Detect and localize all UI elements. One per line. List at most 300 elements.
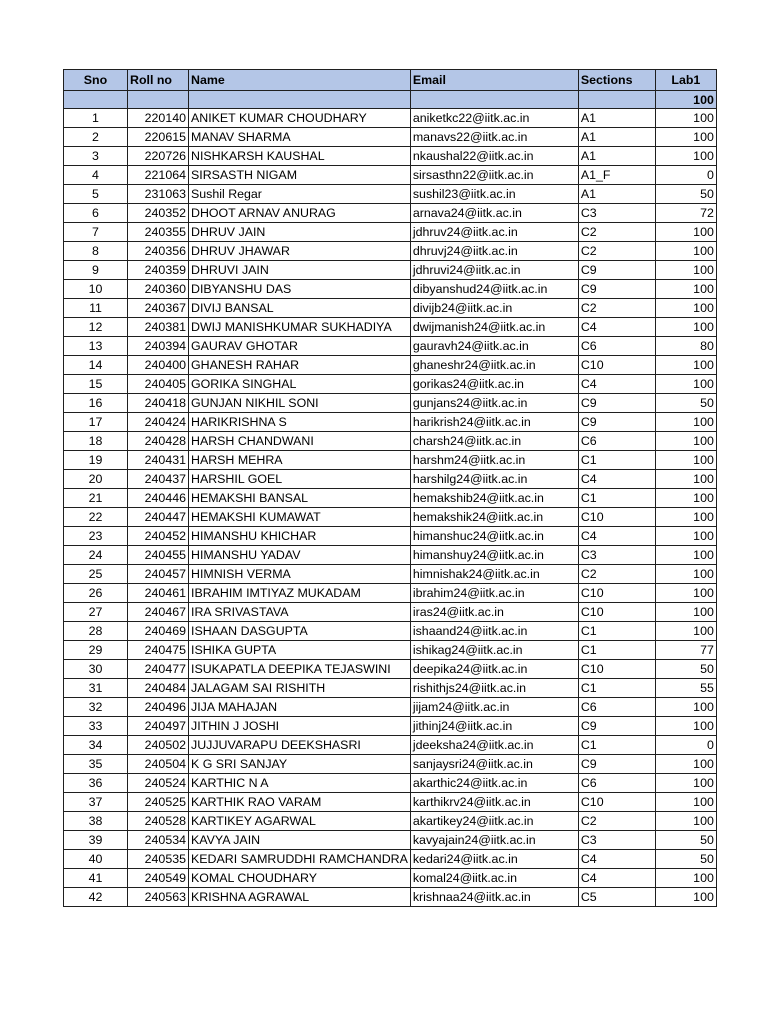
name-cell[interactable]: KARTHIK RAO VARAM xyxy=(189,793,411,812)
email-cell[interactable]: manavs22@iitk.ac.in xyxy=(410,128,578,147)
lab1-cell[interactable]: 100 xyxy=(655,223,716,242)
email-cell[interactable]: jdhruv24@iitk.ac.in xyxy=(410,223,578,242)
name-cell[interactable]: K G SRI SANJAY xyxy=(189,755,411,774)
sno-cell[interactable]: 16 xyxy=(64,394,128,413)
table-row xyxy=(64,128,717,147)
section-cell[interactable]: C2 xyxy=(578,299,655,318)
roll-no-cell[interactable]: 220726 xyxy=(128,147,189,166)
sno-cell[interactable]: 21 xyxy=(64,489,128,508)
section-cell[interactable]: C6 xyxy=(578,774,655,793)
empty-cell[interactable] xyxy=(410,91,578,109)
table-row xyxy=(64,869,717,888)
lab1-cell[interactable]: 100 xyxy=(655,299,716,318)
email-cell[interactable]: iras24@iitk.ac.in xyxy=(410,603,578,622)
email-cell[interactable]: komal24@iitk.ac.in xyxy=(410,869,578,888)
name-cell[interactable]: DHOOT ARNAV ANURAG xyxy=(189,204,411,223)
lab1-cell[interactable]: 100 xyxy=(655,413,716,432)
section-cell[interactable]: C10 xyxy=(578,603,655,622)
lab1-cell[interactable]: 100 xyxy=(655,375,716,394)
empty-cell[interactable] xyxy=(189,91,411,109)
sno-cell[interactable]: 3 xyxy=(64,147,128,166)
table-row xyxy=(64,793,717,812)
email-cell[interactable]: karthikrv24@iitk.ac.in xyxy=(410,793,578,812)
email-cell[interactable]: divijb24@iitk.ac.in xyxy=(410,299,578,318)
roll-no-cell[interactable]: 240447 xyxy=(128,508,189,527)
name-cell[interactable]: NISHKARSH KAUSHAL xyxy=(189,147,411,166)
section-cell[interactable]: C3 xyxy=(578,831,655,850)
table-row xyxy=(64,375,717,394)
lab1-cell[interactable]: 50 xyxy=(655,394,716,413)
name-cell[interactable]: JALAGAM SAI RISHITH xyxy=(189,679,411,698)
table-row xyxy=(64,641,717,660)
name-cell[interactable]: HARIKRISHNA S xyxy=(189,413,411,432)
sno-cell[interactable]: 42 xyxy=(64,888,128,907)
table-row xyxy=(64,280,717,299)
header-sno[interactable]: Sno xyxy=(64,70,128,91)
roll-no-cell[interactable]: 240528 xyxy=(128,812,189,831)
roll-no-cell[interactable]: 240496 xyxy=(128,698,189,717)
section-cell[interactable]: C10 xyxy=(578,584,655,603)
lab1-cell[interactable]: 100 xyxy=(655,128,716,147)
section-cell[interactable]: C9 xyxy=(578,394,655,413)
name-cell[interactable]: DHRUVI JAIN xyxy=(189,261,411,280)
roll-no-cell[interactable]: 240359 xyxy=(128,261,189,280)
email-cell[interactable]: kavyajain24@iitk.ac.in xyxy=(410,831,578,850)
email-cell[interactable]: ibrahim24@iitk.ac.in xyxy=(410,584,578,603)
roll-no-cell[interactable]: 240360 xyxy=(128,280,189,299)
email-cell[interactable]: gauravh24@iitk.ac.in xyxy=(410,337,578,356)
name-cell[interactable]: DHRUV JHAWAR xyxy=(189,242,411,261)
lab1-cell[interactable]: 50 xyxy=(655,831,716,850)
sno-cell[interactable]: 8 xyxy=(64,242,128,261)
lab1-cell[interactable]: 100 xyxy=(655,888,716,907)
header-roll-no[interactable]: Roll no xyxy=(128,70,189,91)
name-cell[interactable]: HARSH MEHRA xyxy=(189,451,411,470)
roll-no-cell[interactable]: 221064 xyxy=(128,166,189,185)
email-cell[interactable]: ishaand24@iitk.ac.in xyxy=(410,622,578,641)
header-sections[interactable]: Sections xyxy=(578,70,655,91)
roll-no-cell[interactable]: 240504 xyxy=(128,755,189,774)
section-cell[interactable]: C2 xyxy=(578,565,655,584)
sno-cell[interactable]: 32 xyxy=(64,698,128,717)
name-cell[interactable]: KEDARI SAMRUDDHI RAMCHANDRA xyxy=(189,850,411,869)
empty-cell[interactable] xyxy=(578,91,655,109)
sno-cell[interactable]: 15 xyxy=(64,375,128,394)
sno-cell[interactable]: 41 xyxy=(64,869,128,888)
lab1-cell[interactable]: 100 xyxy=(655,242,716,261)
email-cell[interactable]: nkaushal22@iitk.ac.in xyxy=(410,147,578,166)
name-cell[interactable]: JIJA MAHAJAN xyxy=(189,698,411,717)
section-cell[interactable]: C10 xyxy=(578,660,655,679)
roll-no-cell[interactable]: 220140 xyxy=(128,109,189,128)
roll-no-cell[interactable]: 240475 xyxy=(128,641,189,660)
table-row xyxy=(64,223,717,242)
name-cell[interactable]: HEMAKSHI KUMAWAT xyxy=(189,508,411,527)
roll-no-cell[interactable]: 240381 xyxy=(128,318,189,337)
section-cell[interactable]: A1_F xyxy=(578,166,655,185)
section-cell[interactable]: C4 xyxy=(578,850,655,869)
roll-no-cell[interactable]: 240367 xyxy=(128,299,189,318)
roll-no-cell[interactable]: 240446 xyxy=(128,489,189,508)
table-row xyxy=(64,850,717,869)
section-cell[interactable]: C4 xyxy=(578,527,655,546)
lab1-cell[interactable]: 100 xyxy=(655,717,716,736)
roll-no-cell[interactable]: 240525 xyxy=(128,793,189,812)
name-cell[interactable]: GHANESH RAHAR xyxy=(189,356,411,375)
name-cell[interactable]: GORIKA SINGHAL xyxy=(189,375,411,394)
roll-no-cell[interactable]: 240549 xyxy=(128,869,189,888)
section-cell[interactable]: C4 xyxy=(578,375,655,394)
table-row xyxy=(64,394,717,413)
sno-cell[interactable]: 14 xyxy=(64,356,128,375)
sno-cell[interactable]: 17 xyxy=(64,413,128,432)
lab1-cell[interactable]: 72 xyxy=(655,204,716,223)
section-cell[interactable]: C6 xyxy=(578,337,655,356)
sno-cell[interactable]: 33 xyxy=(64,717,128,736)
sno-cell[interactable]: 12 xyxy=(64,318,128,337)
name-cell[interactable]: GUNJAN NIKHIL SONI xyxy=(189,394,411,413)
table-row xyxy=(64,337,717,356)
section-cell[interactable]: C5 xyxy=(578,888,655,907)
table-row xyxy=(64,147,717,166)
email-cell[interactable]: akartikey24@iitk.ac.in xyxy=(410,812,578,831)
roll-no-cell[interactable]: 240524 xyxy=(128,774,189,793)
sno-cell[interactable]: 36 xyxy=(64,774,128,793)
section-cell[interactable]: C1 xyxy=(578,736,655,755)
roll-no-cell[interactable]: 240535 xyxy=(128,850,189,869)
name-cell[interactable]: IBRAHIM IMTIYAZ MUKADAM xyxy=(189,584,411,603)
header-lab1[interactable]: Lab1 xyxy=(655,70,716,91)
email-cell[interactable]: ghaneshr24@iitk.ac.in xyxy=(410,356,578,375)
section-cell[interactable]: C4 xyxy=(578,470,655,489)
section-cell[interactable]: C2 xyxy=(578,223,655,242)
table-row xyxy=(64,774,717,793)
lab1-cell[interactable]: 100 xyxy=(655,470,716,489)
sno-cell[interactable]: 30 xyxy=(64,660,128,679)
name-cell[interactable]: KAVYA JAIN xyxy=(189,831,411,850)
section-cell[interactable]: C6 xyxy=(578,698,655,717)
roll-no-cell[interactable]: 240355 xyxy=(128,223,189,242)
section-cell[interactable]: C9 xyxy=(578,280,655,299)
section-cell[interactable]: C1 xyxy=(578,489,655,508)
table-row xyxy=(64,546,717,565)
section-cell[interactable]: A1 xyxy=(578,109,655,128)
roll-no-cell[interactable]: 240405 xyxy=(128,375,189,394)
table-row xyxy=(64,755,717,774)
table-row xyxy=(64,888,717,907)
roll-no-cell[interactable]: 240484 xyxy=(128,679,189,698)
section-cell[interactable]: C9 xyxy=(578,717,655,736)
sno-cell[interactable]: 26 xyxy=(64,584,128,603)
email-cell[interactable]: gorikas24@iitk.ac.in xyxy=(410,375,578,394)
sno-cell[interactable]: 5 xyxy=(64,185,128,204)
roll-no-cell[interactable]: 240457 xyxy=(128,565,189,584)
section-cell[interactable]: C10 xyxy=(578,508,655,527)
lab1-cell[interactable]: 100 xyxy=(655,774,716,793)
table-row xyxy=(64,109,717,128)
roll-no-cell[interactable]: 220615 xyxy=(128,128,189,147)
email-cell[interactable]: aniketkc22@iitk.ac.in xyxy=(410,109,578,128)
lab1-cell[interactable]: 100 xyxy=(655,356,716,375)
roll-no-cell[interactable]: 240469 xyxy=(128,622,189,641)
roll-no-cell[interactable]: 240437 xyxy=(128,470,189,489)
email-cell[interactable]: sushil23@iitk.ac.in xyxy=(410,185,578,204)
sno-cell[interactable]: 38 xyxy=(64,812,128,831)
email-cell[interactable]: sirsasthn22@iitk.ac.in xyxy=(410,166,578,185)
section-cell[interactable]: C9 xyxy=(578,261,655,280)
lab1-cell[interactable]: 0 xyxy=(655,166,716,185)
section-cell[interactable]: C2 xyxy=(578,812,655,831)
roll-no-cell[interactable]: 240452 xyxy=(128,527,189,546)
email-cell[interactable]: gunjans24@iitk.ac.in xyxy=(410,394,578,413)
email-cell[interactable]: sanjaysri24@iitk.ac.in xyxy=(410,755,578,774)
lab1-cell[interactable]: 100 xyxy=(655,280,716,299)
roll-no-cell[interactable]: 240356 xyxy=(128,242,189,261)
name-cell[interactable]: DIBYANSHU DAS xyxy=(189,280,411,299)
sno-cell[interactable]: 18 xyxy=(64,432,128,451)
section-cell[interactable]: A1 xyxy=(578,147,655,166)
section-cell[interactable]: C1 xyxy=(578,679,655,698)
sno-cell[interactable]: 27 xyxy=(64,603,128,622)
email-cell[interactable]: himanshuy24@iitk.ac.in xyxy=(410,546,578,565)
name-cell[interactable]: HARSH CHANDWANI xyxy=(189,432,411,451)
email-cell[interactable]: himanshuc24@iitk.ac.in xyxy=(410,527,578,546)
lab1-cell[interactable]: 100 xyxy=(655,318,716,337)
sno-cell[interactable]: 19 xyxy=(64,451,128,470)
section-cell[interactable]: C3 xyxy=(578,546,655,565)
empty-cell[interactable] xyxy=(128,91,189,109)
email-cell[interactable]: deepika24@iitk.ac.in xyxy=(410,660,578,679)
sno-cell[interactable]: 23 xyxy=(64,527,128,546)
name-cell[interactable]: JITHIN J JOSHI xyxy=(189,717,411,736)
table-row xyxy=(64,489,717,508)
name-cell[interactable]: HIMANSHU YADAV xyxy=(189,546,411,565)
name-cell[interactable]: SIRSASTH NIGAM xyxy=(189,166,411,185)
name-cell[interactable]: DHRUV JAIN xyxy=(189,223,411,242)
sno-cell[interactable]: 20 xyxy=(64,470,128,489)
marks-table xyxy=(63,69,717,907)
sno-cell[interactable]: 37 xyxy=(64,793,128,812)
sno-cell[interactable]: 2 xyxy=(64,128,128,147)
roll-no-cell[interactable]: 240461 xyxy=(128,584,189,603)
lab1-cell[interactable]: 100 xyxy=(655,527,716,546)
email-cell[interactable]: arnava24@iitk.ac.in xyxy=(410,204,578,223)
name-cell[interactable]: HIMNISH VERMA xyxy=(189,565,411,584)
sno-cell[interactable]: 40 xyxy=(64,850,128,869)
name-cell[interactable]: ISHAAN DASGUPTA xyxy=(189,622,411,641)
lab1-cell[interactable]: 100 xyxy=(655,698,716,717)
lab1-cell[interactable]: 100 xyxy=(655,565,716,584)
name-cell[interactable]: ISUKAPATLA DEEPIKA TEJASWINI xyxy=(189,660,411,679)
table-row xyxy=(64,698,717,717)
name-cell[interactable]: KRISHNA AGRAWAL xyxy=(189,888,411,907)
email-cell[interactable]: jdeeksha24@iitk.ac.in xyxy=(410,736,578,755)
name-cell[interactable]: ISHIKA GUPTA xyxy=(189,641,411,660)
section-cell[interactable]: A1 xyxy=(578,185,655,204)
email-cell[interactable]: dwijmanish24@iitk.ac.in xyxy=(410,318,578,337)
table-row xyxy=(64,299,717,318)
email-cell[interactable]: krishnaa24@iitk.ac.in xyxy=(410,888,578,907)
name-cell[interactable]: GAURAV GHOTAR xyxy=(189,337,411,356)
email-cell[interactable]: harikrish24@iitk.ac.in xyxy=(410,413,578,432)
sno-cell[interactable]: 22 xyxy=(64,508,128,527)
lab1-cell[interactable]: 0 xyxy=(655,736,716,755)
table-row xyxy=(64,318,717,337)
sno-cell[interactable]: 1 xyxy=(64,109,128,128)
email-cell[interactable]: ishikag24@iitk.ac.in xyxy=(410,641,578,660)
roll-no-cell[interactable]: 231063 xyxy=(128,185,189,204)
sno-cell[interactable]: 24 xyxy=(64,546,128,565)
roll-no-cell[interactable]: 240563 xyxy=(128,888,189,907)
lab1-cell[interactable]: 100 xyxy=(655,451,716,470)
header-email[interactable]: Email xyxy=(410,70,578,91)
lab1-cell[interactable]: 77 xyxy=(655,641,716,660)
email-cell[interactable]: hemakshik24@iitk.ac.in xyxy=(410,508,578,527)
section-cell[interactable]: C1 xyxy=(578,641,655,660)
sno-cell[interactable]: 4 xyxy=(64,166,128,185)
name-cell[interactable]: DWIJ MANISHKUMAR SUKHADIYA xyxy=(189,318,411,337)
roll-no-cell[interactable]: 240467 xyxy=(128,603,189,622)
email-cell[interactable]: akarthic24@iitk.ac.in xyxy=(410,774,578,793)
lab1-cell[interactable]: 50 xyxy=(655,185,716,204)
email-cell[interactable]: jdhruvi24@iitk.ac.in xyxy=(410,261,578,280)
name-cell[interactable]: HEMAKSHI BANSAL xyxy=(189,489,411,508)
name-cell[interactable]: HARSHIL GOEL xyxy=(189,470,411,489)
lab1-cell[interactable]: 100 xyxy=(655,793,716,812)
sno-cell[interactable]: 9 xyxy=(64,261,128,280)
section-cell[interactable]: C6 xyxy=(578,432,655,451)
roll-no-cell[interactable]: 240431 xyxy=(128,451,189,470)
roll-no-cell[interactable]: 240352 xyxy=(128,204,189,223)
table-row xyxy=(64,242,717,261)
roll-no-cell[interactable]: 240400 xyxy=(128,356,189,375)
name-cell[interactable]: Sushil Regar xyxy=(189,185,411,204)
email-cell[interactable]: hemakshib24@iitk.ac.in xyxy=(410,489,578,508)
sno-cell[interactable]: 13 xyxy=(64,337,128,356)
email-cell[interactable]: kedari24@iitk.ac.in xyxy=(410,850,578,869)
section-cell[interactable]: C9 xyxy=(578,413,655,432)
email-cell[interactable]: jijam24@iitk.ac.in xyxy=(410,698,578,717)
table-row xyxy=(64,717,717,736)
header-row xyxy=(64,70,717,91)
roll-no-cell[interactable]: 240455 xyxy=(128,546,189,565)
lab1-cell[interactable]: 80 xyxy=(655,337,716,356)
name-cell[interactable]: KOMAL CHOUDHARY xyxy=(189,869,411,888)
table-row xyxy=(64,470,717,489)
name-cell[interactable]: KARTIKEY AGARWAL xyxy=(189,812,411,831)
roll-no-cell[interactable]: 240477 xyxy=(128,660,189,679)
roll-no-cell[interactable]: 240424 xyxy=(128,413,189,432)
section-cell[interactable]: C9 xyxy=(578,755,655,774)
roll-no-cell[interactable]: 240502 xyxy=(128,736,189,755)
section-cell[interactable]: C1 xyxy=(578,451,655,470)
empty-cell[interactable] xyxy=(64,91,128,109)
lab1-cell[interactable]: 100 xyxy=(655,109,716,128)
table-row xyxy=(64,451,717,470)
lab1-cell[interactable]: 50 xyxy=(655,660,716,679)
header-name[interactable]: Name xyxy=(189,70,411,91)
roll-no-cell[interactable]: 240534 xyxy=(128,831,189,850)
email-cell[interactable]: himnishak24@iitk.ac.in xyxy=(410,565,578,584)
name-cell[interactable]: KARTHIC N A xyxy=(189,774,411,793)
lab1-cell[interactable]: 100 xyxy=(655,546,716,565)
sno-cell[interactable]: 11 xyxy=(64,299,128,318)
table-row xyxy=(64,166,717,185)
lab1-cell[interactable]: 100 xyxy=(655,869,716,888)
section-cell[interactable]: C4 xyxy=(578,869,655,888)
table-row xyxy=(64,432,717,451)
email-cell[interactable]: dhruvj24@iitk.ac.in xyxy=(410,242,578,261)
table-row xyxy=(64,831,717,850)
sno-cell[interactable]: 31 xyxy=(64,679,128,698)
sno-cell[interactable]: 7 xyxy=(64,223,128,242)
email-cell[interactable]: jithinj24@iitk.ac.in xyxy=(410,717,578,736)
email-cell[interactable]: rishithjs24@iitk.ac.in xyxy=(410,679,578,698)
name-cell[interactable]: HIMANSHU KHICHAR xyxy=(189,527,411,546)
sno-cell[interactable]: 10 xyxy=(64,280,128,299)
table-row xyxy=(64,584,717,603)
sno-cell[interactable]: 34 xyxy=(64,736,128,755)
table-row xyxy=(64,508,717,527)
roll-no-cell[interactable]: 240497 xyxy=(128,717,189,736)
lab1-cell[interactable]: 100 xyxy=(655,584,716,603)
lab1-cell[interactable]: 50 xyxy=(655,850,716,869)
lab1-cell[interactable]: 100 xyxy=(655,508,716,527)
name-cell[interactable]: MANAV SHARMA xyxy=(189,128,411,147)
name-cell[interactable]: ANIKET KUMAR CHOUDHARY xyxy=(189,109,411,128)
sno-cell[interactable]: 6 xyxy=(64,204,128,223)
section-cell[interactable]: C10 xyxy=(578,356,655,375)
section-cell[interactable]: C1 xyxy=(578,622,655,641)
max-marks-row xyxy=(64,91,717,109)
email-cell[interactable]: charsh24@iitk.ac.in xyxy=(410,432,578,451)
table-row xyxy=(64,736,717,755)
lab1-cell[interactable]: 100 xyxy=(655,622,716,641)
lab1-cell[interactable]: 100 xyxy=(655,432,716,451)
sno-cell[interactable]: 35 xyxy=(64,755,128,774)
section-cell[interactable]: C4 xyxy=(578,318,655,337)
table-row xyxy=(64,185,717,204)
name-cell[interactable]: DIVIJ BANSAL xyxy=(189,299,411,318)
roll-no-cell[interactable]: 240418 xyxy=(128,394,189,413)
sno-cell[interactable]: 28 xyxy=(64,622,128,641)
sno-cell[interactable]: 25 xyxy=(64,565,128,584)
section-cell[interactable]: C3 xyxy=(578,204,655,223)
name-cell[interactable]: IRA SRIVASTAVA xyxy=(189,603,411,622)
lab1-cell[interactable]: 100 xyxy=(655,147,716,166)
lab1-cell[interactable]: 100 xyxy=(655,489,716,508)
sno-cell[interactable]: 29 xyxy=(64,641,128,660)
email-cell[interactable]: harshm24@iitk.ac.in xyxy=(410,451,578,470)
lab1-cell[interactable]: 100 xyxy=(655,603,716,622)
section-cell[interactable]: C2 xyxy=(578,242,655,261)
lab1-cell[interactable]: 55 xyxy=(655,679,716,698)
max-marks-cell[interactable]: 100 xyxy=(655,91,716,109)
table-row xyxy=(64,622,717,641)
sno-cell[interactable]: 39 xyxy=(64,831,128,850)
lab1-cell[interactable]: 100 xyxy=(655,261,716,280)
lab1-cell[interactable]: 100 xyxy=(655,812,716,831)
name-cell[interactable]: JUJJUVARAPU DEEKSHASRI xyxy=(189,736,411,755)
section-cell[interactable]: A1 xyxy=(578,128,655,147)
email-cell[interactable]: harshilg24@iitk.ac.in xyxy=(410,470,578,489)
roll-no-cell[interactable]: 240394 xyxy=(128,337,189,356)
table-row xyxy=(64,356,717,375)
email-cell[interactable]: dibyanshud24@iitk.ac.in xyxy=(410,280,578,299)
section-cell[interactable]: C10 xyxy=(578,793,655,812)
lab1-cell[interactable]: 100 xyxy=(655,755,716,774)
roll-no-cell[interactable]: 240428 xyxy=(128,432,189,451)
